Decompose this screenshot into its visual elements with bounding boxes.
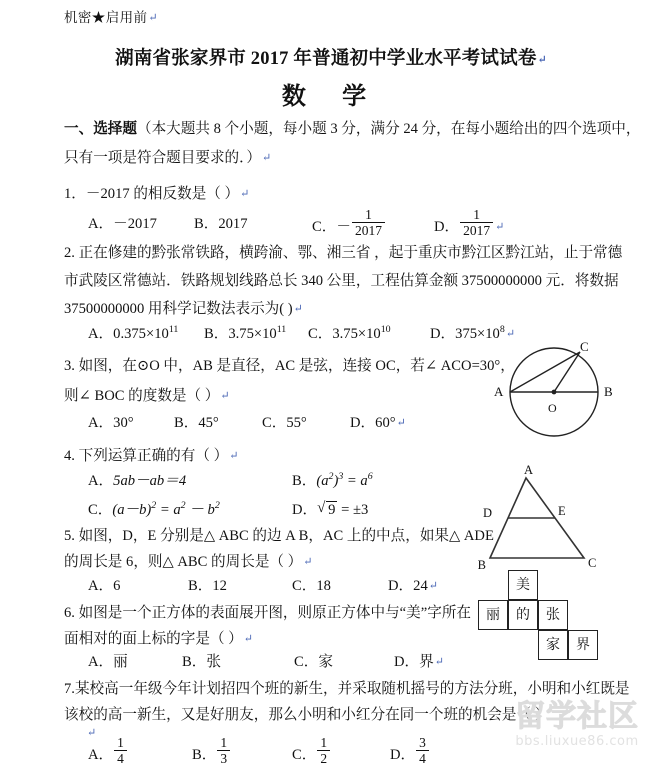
question-7-text-1: 某校高一年级今年计划招四个班的新生，并采取随机摇号的方法分班，小明和小红既是 — [74, 681, 630, 697]
option-c[interactable] — [262, 411, 307, 432]
net-cell-mei: 美 — [508, 570, 538, 600]
option-d-label: D． — [394, 654, 420, 670]
option-b[interactable] — [204, 322, 286, 343]
circle-label-b: B — [604, 384, 613, 399]
net-cell-li: 丽 — [478, 600, 508, 630]
fraction-denominator: 2 — [320, 751, 328, 767]
option-d-text: 界 — [419, 654, 434, 670]
option-b-base: 3.75×10 — [228, 326, 277, 342]
radical-body: 9 — [328, 502, 336, 518]
option-c-text: 18 — [316, 578, 331, 594]
question-2-text-3: 37500000000 用科学记数法表示为( ) — [64, 301, 293, 317]
option-b-text: 张 — [206, 654, 221, 670]
option-b-text: 2017 — [218, 216, 248, 232]
option-a[interactable] — [88, 322, 178, 343]
option-b[interactable] — [292, 469, 373, 490]
option-b-text: (a — [316, 473, 329, 489]
option-b-label: B． — [182, 654, 207, 670]
option-d[interactable] — [292, 498, 368, 519]
fraction — [317, 736, 330, 766]
option-c-sign: － — [336, 218, 351, 235]
section-heading-line1 — [64, 114, 640, 144]
fraction-numerator: 1 — [352, 208, 385, 223]
option-c[interactable] — [88, 498, 220, 519]
option-a-label: A． — [88, 746, 114, 763]
section-heading-line2-text: 只有一项是符合题目要求的．） — [64, 150, 262, 166]
question-2-text-1: 正在修建的黔张常铁路，横跨渝、鄂、湘三省 ，起于重庆市黔江区黔江站，止于常德 — [78, 245, 623, 261]
option-b[interactable] — [182, 650, 221, 671]
pilcrow-mark: ↵ — [220, 390, 230, 402]
pilcrow-mark: ↵ — [243, 633, 253, 645]
question-4-text: 下列运算正确的有（ ） — [78, 448, 229, 464]
question-5-stem-line2 — [64, 547, 312, 577]
question-5-number: 5. — [64, 528, 75, 544]
pilcrow-mark: ↵ — [396, 417, 406, 429]
question-3-number: 3. — [64, 358, 75, 374]
option-c-exp2: 2 — [180, 500, 186, 512]
option-d-label: D． — [388, 578, 414, 594]
question-3-text-2: 则∠ BOC 的度数是（ ） — [64, 388, 220, 404]
question-3-stem-line2 — [64, 381, 230, 411]
triangle-label-a: A — [524, 463, 534, 477]
section-heading-line2 — [64, 143, 271, 173]
net-cell-jia: 家 — [538, 630, 568, 660]
question-4-stem — [64, 441, 238, 471]
question-2-stem-line1 — [64, 238, 622, 268]
option-c-label: C． — [294, 654, 319, 670]
secrecy-notice — [64, 6, 158, 26]
option-b-exponent: 11 — [276, 324, 287, 336]
question-1-stem — [64, 179, 249, 209]
watermark-title: 留学社区 — [515, 699, 639, 734]
pilcrow-mark: ↵ — [262, 152, 272, 164]
option-a[interactable] — [88, 650, 128, 671]
option-b-label: B． — [188, 578, 213, 594]
fraction — [352, 208, 385, 238]
pilcrow-mark: ↵ — [229, 450, 239, 462]
question-6-text-2: 面相对的面上标的字是（ ） — [64, 631, 243, 647]
option-b-label: B． — [292, 473, 317, 489]
option-c-label: C． — [312, 218, 337, 235]
triangle-label-c: C — [588, 556, 597, 570]
fraction-denominator: 2017 — [354, 223, 382, 239]
option-d[interactable] — [388, 574, 438, 595]
option-c-label: C． — [262, 415, 287, 431]
question-7-stem-line2 — [64, 700, 549, 730]
net-cell-zhang: 张 — [538, 600, 568, 630]
option-c-label: C． — [292, 578, 317, 594]
radical-sign-icon — [317, 501, 337, 519]
section-heading-label: 一、选择题 — [64, 121, 137, 137]
watermark-url: bbs.liuxue86.com — [515, 734, 639, 749]
triangle-label-b: B — [478, 558, 486, 572]
page-title-text: 湖南省张家界市 2017 年普通初中学业水平考试试卷 — [115, 49, 537, 69]
question-6-text-1: 如图是一个正方体的表面展开图，则原正方体中与“美”字所在 — [78, 605, 472, 621]
circle-label-c: C — [580, 340, 589, 354]
option-d-label: D． — [434, 218, 460, 235]
option-d-tail: = ±3 — [337, 502, 369, 518]
question-2-number: 2. — [64, 245, 75, 261]
option-c[interactable] — [308, 322, 391, 343]
pilcrow-mark: ↵ — [87, 727, 97, 739]
option-b-exp2: 3 — [338, 471, 344, 483]
option-b[interactable] — [192, 735, 231, 770]
question-4-number: 4. — [64, 448, 75, 464]
option-b-tail: = a — [343, 473, 368, 489]
option-c-text: 55° — [286, 415, 307, 431]
pilcrow-mark: ↵ — [434, 656, 444, 668]
option-c[interactable] — [294, 650, 333, 671]
pilcrow-mark: ↵ — [428, 580, 438, 592]
option-c-label: C． — [308, 326, 333, 342]
option-c[interactable] — [292, 574, 331, 595]
pilcrow-mark: ↵ — [148, 12, 159, 24]
option-d-label: D． — [430, 326, 456, 342]
option-b-label: B． — [194, 216, 219, 232]
circle-label-o: O — [548, 401, 557, 415]
option-a-text: 5ab－ab＝4 — [113, 473, 187, 489]
fraction — [217, 736, 230, 766]
question-5-text-2: 的周长是 6，则△ ABC 的周长是（ ） — [64, 554, 303, 570]
option-c[interactable] — [292, 735, 331, 770]
option-c-exp3: 2 — [214, 500, 220, 512]
fraction-denominator: 2017 — [463, 223, 491, 239]
circle-diagram — [484, 340, 634, 450]
option-a[interactable] — [88, 735, 128, 770]
question-3-stem-line1 — [64, 351, 515, 381]
option-b-label: B． — [204, 326, 229, 342]
option-a-text: 丽 — [113, 654, 128, 670]
option-b-label: B． — [192, 746, 217, 763]
option-b-label: B． — [174, 415, 199, 431]
option-c-label: C． — [292, 746, 317, 763]
option-c-exp1: 2 — [151, 500, 157, 512]
option-a-text: 30° — [113, 415, 134, 431]
question-2-text-2: 市武陵区常德站．铁路规划线路总长 340 公里，工程估算金额 37500000000 元．将数据 — [64, 273, 619, 289]
option-a-exponent: 11 — [168, 324, 179, 336]
question-7-text-2: 该校的高一新生，又是好朋友，那么小明和小红分在同一个班的机会是（ ） — [64, 707, 550, 723]
option-c-label: C． — [88, 502, 113, 518]
option-a[interactable] — [88, 411, 134, 432]
fraction-numerator: 1 — [317, 736, 330, 751]
option-d-exponent: 8 — [499, 324, 505, 336]
option-b[interactable] — [174, 411, 219, 432]
fraction — [416, 736, 429, 766]
question-7-number: 7. — [64, 681, 75, 697]
net-cell-de: 的 — [508, 600, 538, 630]
option-b[interactable] — [194, 212, 248, 233]
option-d-label: D． — [350, 415, 376, 431]
question-2-stem-line3 — [64, 294, 303, 324]
triangle-diagram — [478, 462, 638, 577]
pilcrow-mark: ↵ — [303, 556, 313, 568]
pilcrow-mark: ↵ — [293, 303, 303, 315]
triangle-label-e: E — [558, 504, 566, 518]
subject-title: 数 学 — [281, 82, 381, 110]
option-b-text: 45° — [198, 415, 219, 431]
option-a-label: A． — [88, 326, 114, 342]
option-a-text: 6 — [113, 578, 121, 594]
secrecy-text: 机密★启用前 — [64, 10, 148, 25]
option-d-label: D． — [292, 502, 318, 518]
pilcrow-mark: ↵ — [495, 220, 505, 233]
section-heading-rest: （本大题共 8 个小题，每小题 3 分，满分 24 分，在每小题给出的四个选项中， — [136, 121, 641, 137]
option-a-label: A． — [88, 473, 114, 489]
pilcrow-mark: ↵ — [240, 188, 250, 200]
fraction — [114, 736, 127, 766]
pilcrow-mark: ↵ — [505, 328, 516, 340]
option-b-text: 12 — [212, 578, 227, 594]
option-a-label: A． — [88, 216, 114, 232]
fraction-numerator: 1 — [217, 736, 230, 751]
option-c-text: 家 — [318, 654, 333, 670]
fraction-denominator: 4 — [419, 751, 426, 767]
net-cell-jie: 界 — [568, 630, 598, 660]
pilcrow-mark: ↵ — [537, 54, 547, 66]
option-a-text: －2017 — [113, 216, 157, 232]
option-d[interactable] — [394, 650, 444, 671]
option-c-exponent: 10 — [380, 324, 391, 336]
option-a-label: A． — [88, 415, 114, 431]
fraction-numerator: 1 — [460, 208, 493, 223]
option-a[interactable] — [88, 574, 120, 595]
option-d-label: D． — [390, 746, 416, 763]
option-c-tail2: － b — [185, 502, 215, 518]
question-5-text-1: 如图，D，E 分别是△ ABC 的边 A B，AC 上的中点，如果△ ADE — [78, 528, 494, 544]
fraction-numerator: 1 — [114, 736, 127, 751]
option-b[interactable] — [188, 574, 227, 595]
question-1-text: －2017 的相反数是（ ） — [85, 186, 240, 202]
option-a[interactable] — [88, 212, 157, 233]
question-2-stem-line2 — [64, 266, 619, 296]
option-a-label: A． — [88, 654, 114, 670]
option-c-text: (a－b) — [112, 502, 152, 518]
fraction-denominator: 3 — [220, 751, 228, 767]
fraction — [460, 208, 493, 238]
circle-label-a: A — [494, 384, 504, 399]
option-c-tail: = a — [156, 502, 181, 518]
option-d-text: 60° — [375, 415, 396, 431]
triangle-label-d: D — [482, 506, 492, 520]
option-a[interactable] — [88, 469, 186, 490]
option-d[interactable] — [390, 735, 430, 770]
page-title — [0, 44, 662, 70]
option-b-mid: ) — [333, 473, 339, 489]
option-b-exp3: 6 — [367, 471, 373, 483]
fraction-numerator: 3 — [416, 736, 429, 751]
question-3-text-1: 如图，在⊙O 中，AB 是直径，AC 是弦，连接 OC，若∠ ACO=30°， — [78, 358, 515, 374]
option-a-base: 0.375×10 — [113, 326, 169, 342]
option-d-text: 24 — [413, 578, 428, 594]
question-1-number: 1． — [64, 186, 86, 202]
option-d-base: 375×10 — [455, 326, 500, 342]
option-d[interactable] — [350, 411, 406, 432]
option-c-base: 3.75×10 — [332, 326, 381, 342]
option-b-exp1: 2 — [328, 471, 334, 483]
option-a-label: A． — [88, 578, 114, 594]
fraction-denominator: 4 — [117, 751, 124, 767]
question-6-number: 6. — [64, 605, 75, 621]
